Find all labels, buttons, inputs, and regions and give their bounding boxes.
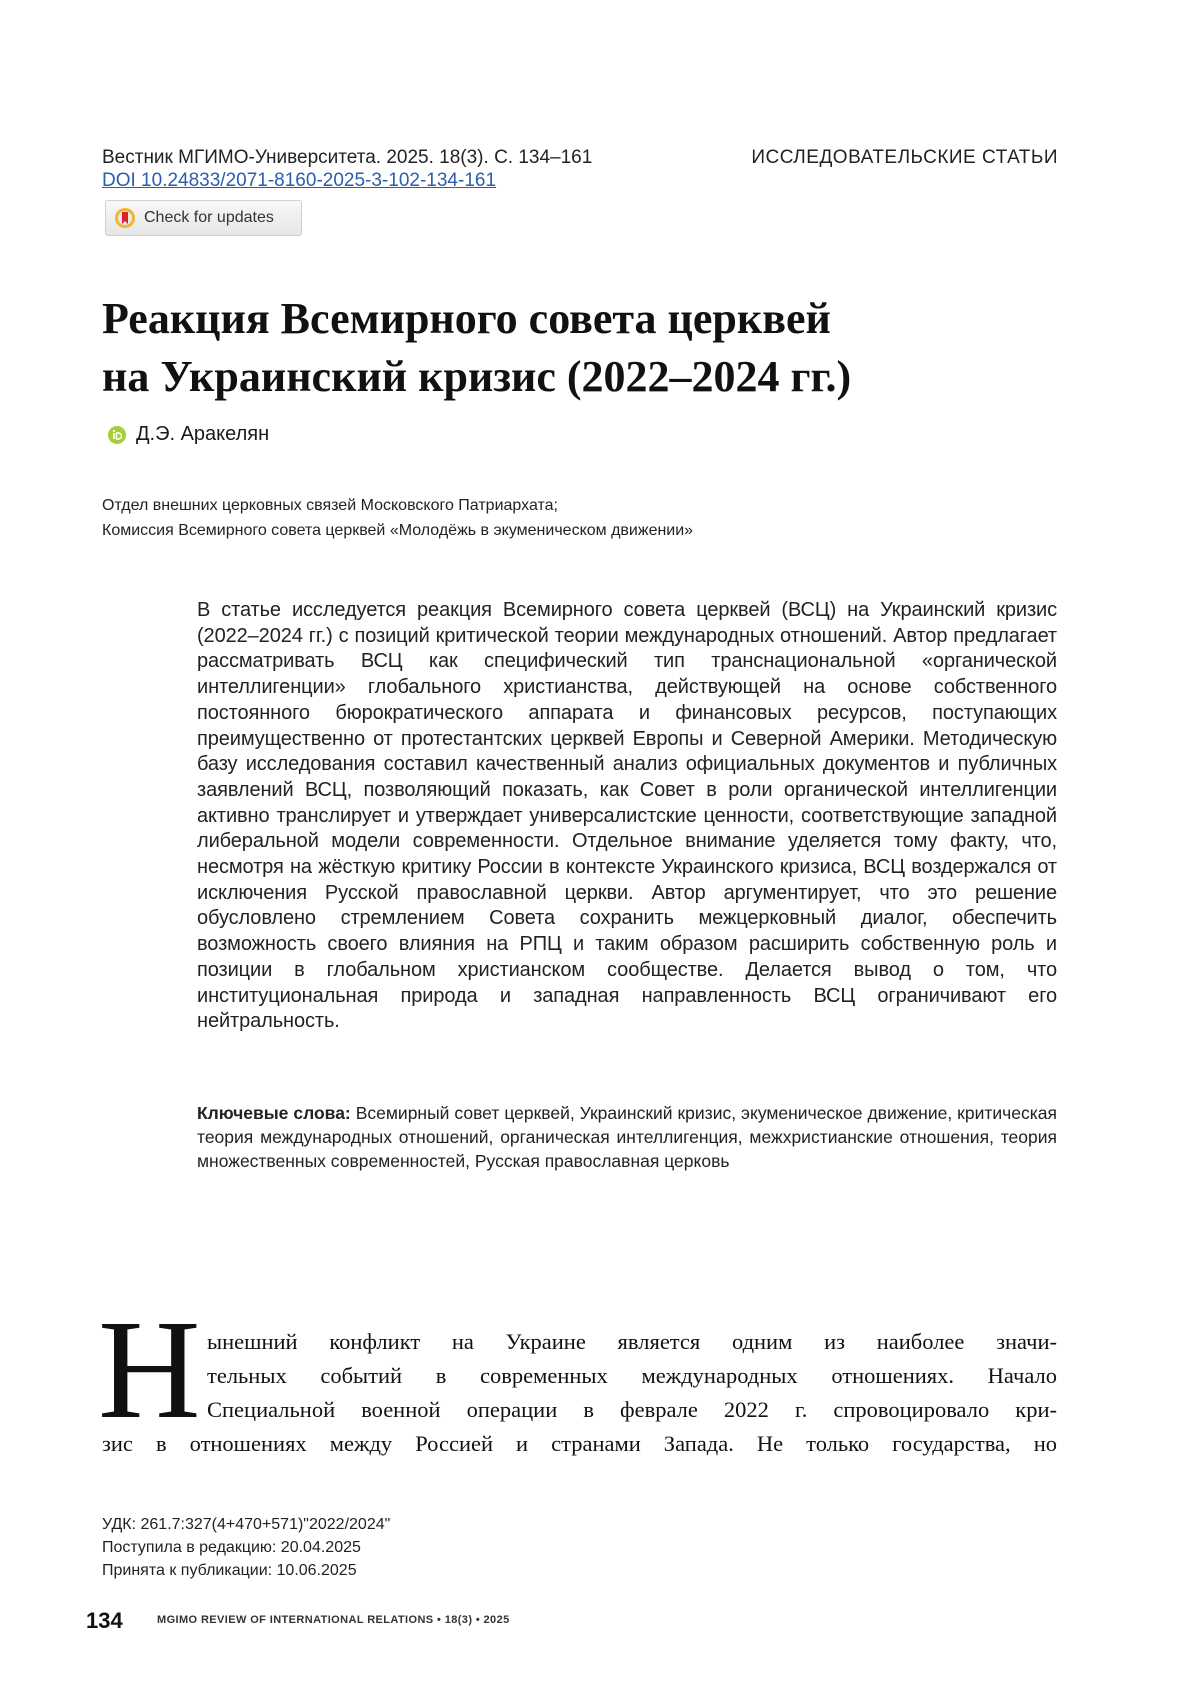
body-text-line: тельных событий в современных международных отношениях. Начало [207, 1359, 1057, 1393]
journal-citation: Вестник МГИМО-Университета. 2025. 18(3). С. 134–161 [102, 147, 592, 169]
orcid-icon[interactable] [108, 426, 126, 444]
author-name: Д.Э. Аракелян [136, 423, 269, 446]
body-text-line: зис в отношениях между Россией и странами Запада. Не только государства, но [102, 1427, 1057, 1461]
publication-meta [102, 1513, 390, 1582]
article-title [102, 290, 1002, 406]
accepted-date: Принята к публикации: 10.06.2025 [102, 1559, 390, 1582]
running-footer: MGIMO REVIEW OF INTERNATIONAL RELATIONS • 18(3) • 2025 [157, 1614, 510, 1626]
keywords-label: Ключевые слова: [197, 1103, 351, 1123]
affiliation [102, 493, 693, 543]
doi-link[interactable]: DOI 10.24833/2071-8160-2025-3-102-134-161 [102, 170, 496, 192]
received-date: Поступила в редакцию: 20.04.2025 [102, 1536, 390, 1559]
check-for-updates-button[interactable] [105, 200, 302, 236]
keywords-text: Всемирный совет церквей, Украинский кризис, экуменическое движение, критическая теория международных отношений, органическая интеллигенция, межхристианские отношения, теория множественных современностей, Русская православная церковь [197, 1103, 1057, 1171]
body-text-line: ынешний конфликт на Украине является одним из наиболее значи- [207, 1325, 1057, 1359]
crossmark-icon [114, 207, 136, 229]
keywords [197, 1101, 1057, 1173]
title-line-1: Реакция Всемирного совета церквей [102, 290, 1002, 348]
author [108, 423, 269, 446]
body-text-line: Специальной военной операции в феврале 2022 г. спровоцировало кри- [207, 1393, 1057, 1427]
affiliation-line: Отдел внешних церковных связей Московского Патриархата; [102, 493, 693, 518]
drop-cap: Н [98, 1310, 201, 1428]
abstract: В статье исследуется реакция Всемирного совета церквей (ВСЦ) на Украинский кризис (2022–2024 гг.) с позиций критической теории международных отношений. Автор предлагает рассматривать ВСЦ как специфический тип транснациональной «органической интеллигенции» глобального христианства, действующей на основе собственного постоянного бюрократического аппарата и финансовых ресурсов, поступающих преимущественно от протестантских церквей Европы и Северной Америки. Методическую базу исследования составил качественный анализ официальных документов и публичных заявлений ВСЦ, позволяющий показать, как Совет в роли органической интеллигенции активно транслирует и утверждает универсалистские ценности, соответствующие западной либеральной модели современности. Отдельное внимание уделяется тому факту, что, несмотря на жёсткую критику России в контексте Украинского кризиса, ВСЦ воздержался от исключения Русской православной церкви. Автор аргументирует, что это решение обусловлено стремлением Совета сохранить межцерковный диалог, обеспечить возможность своего влияния на РПЦ и таким образом расширить собственную роль и позиции в глобальном христианском сообществе. Делается вывод о том, что институциональная природа и западная направленность ВСЦ ограничивают его нейтральность. [197, 598, 1057, 1035]
section-label: ИССЛЕДОВАТЕЛЬСКИЕ СТАТЬИ [630, 147, 1058, 169]
check-for-updates-label: Check for updates [144, 209, 274, 227]
udk: УДК: 261.7:327(4+470+571)"2022/2024" [102, 1513, 390, 1536]
title-line-2: на Украинский кризис (2022–2024 гг.) [102, 348, 1002, 406]
page-number: 134 [86, 1608, 123, 1634]
affiliation-line: Комиссия Всемирного совета церквей «Молодёжь в экуменическом движении» [102, 518, 693, 543]
